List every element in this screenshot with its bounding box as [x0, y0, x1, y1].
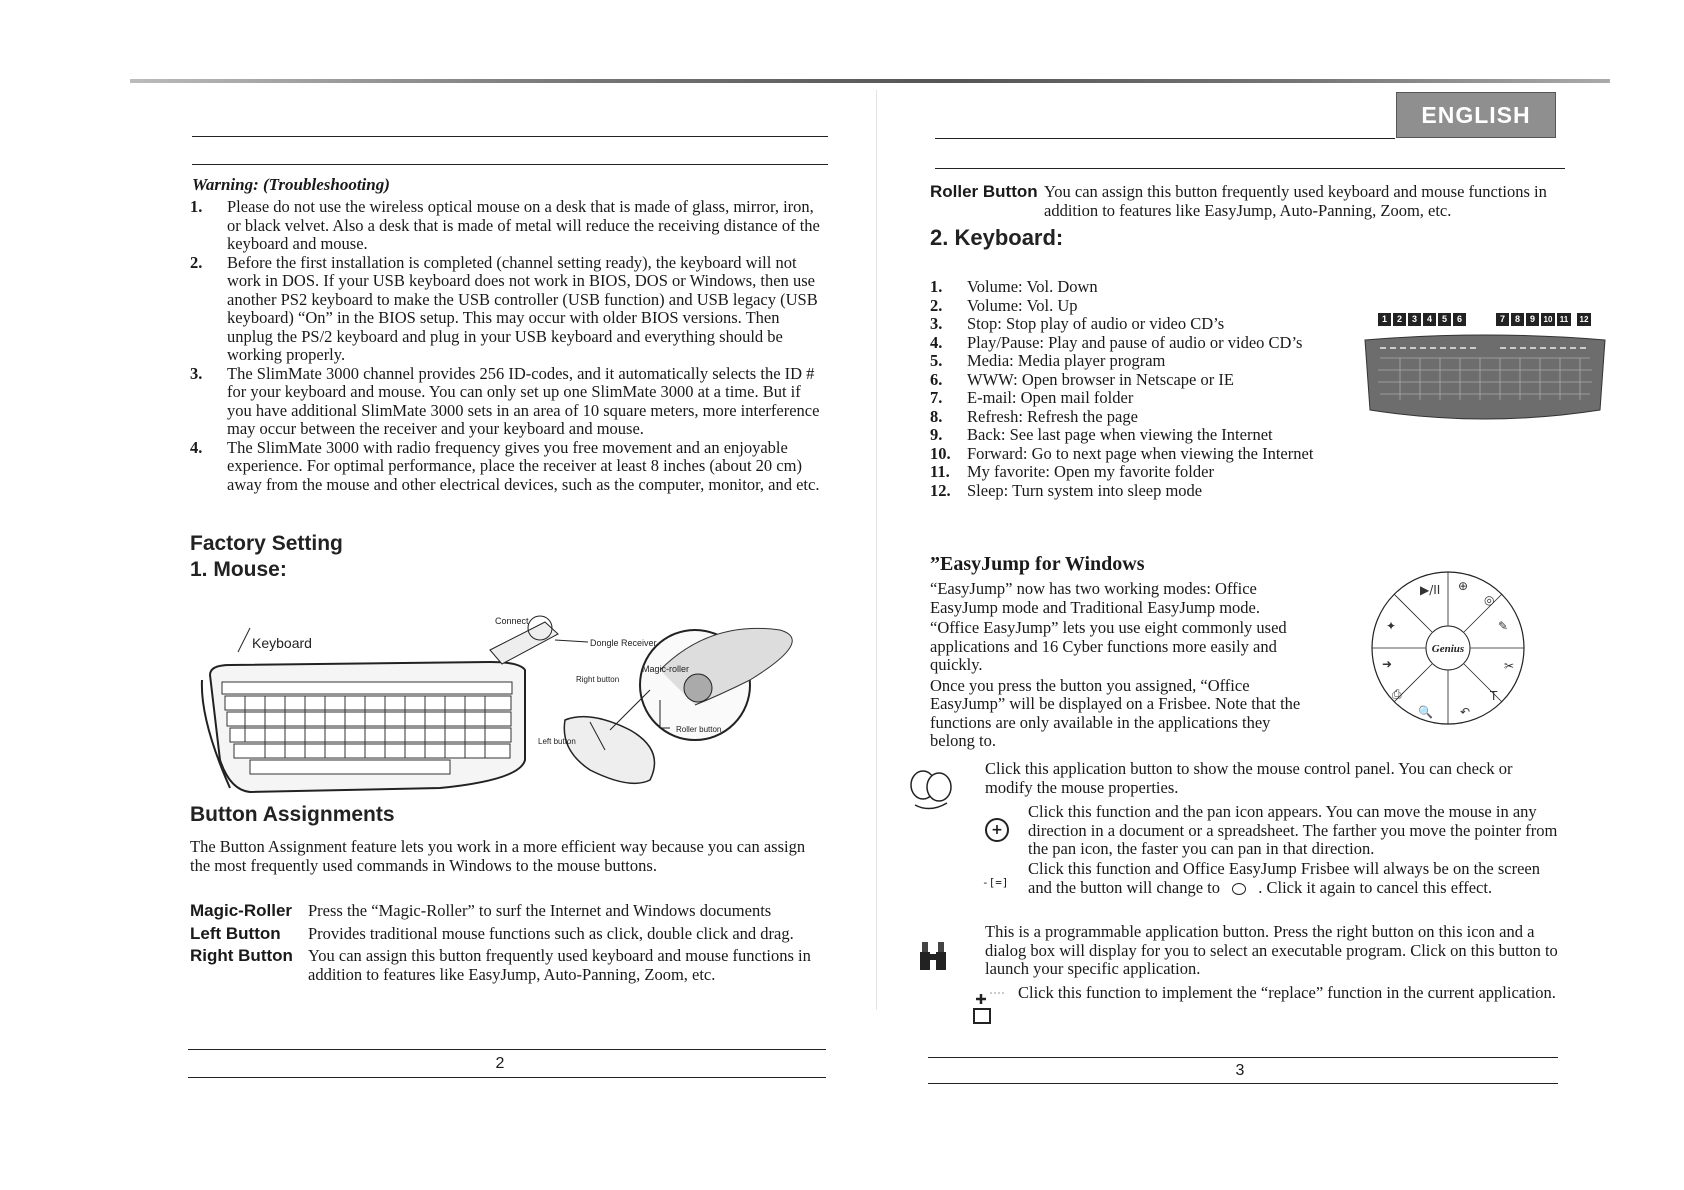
easyjump-frisbee: [1368, 568, 1528, 728]
factory-setting-heading: Factory Setting: [190, 532, 343, 555]
pin-icon: -[=]: [982, 876, 1009, 889]
keyboard-key-badges-right: 7 8 9 10 11 12: [1496, 313, 1591, 326]
key-item: 4. Play/Pause: Play and pause of audio or video CD’s: [930, 332, 1303, 352]
figure-label-magic-roller: Magic-roller: [642, 664, 690, 674]
key-item: 8. Refresh: Refresh the page: [930, 406, 1138, 426]
keyboard-photo: [1360, 330, 1610, 430]
key-item: 6. WWW: Open browser in Netscape or IE: [930, 369, 1234, 389]
warning-title: Warning: (Troubleshooting): [192, 175, 390, 194]
pinned-icon: [1232, 883, 1246, 895]
button-assignments-text: The Button Assignment feature lets you work in a more efficient way because you can assign the most frequently used commands in Windows to the mouse buttons.: [190, 837, 806, 875]
language-badge: ENGLISH: [1396, 92, 1556, 138]
right-footer-rule: [928, 1057, 1558, 1058]
figure-label-left-button: Left button: [538, 737, 576, 746]
svg-text:✎: ✎: [1498, 619, 1509, 633]
pan-icon: +: [985, 818, 1009, 842]
figure-label-dongle: Dongle Receiver: [590, 638, 657, 648]
mouse-heading: 1. Mouse:: [190, 558, 287, 581]
easyjump-paragraphs: [930, 580, 1310, 751]
key-item: 1. Volume: Vol. Down: [930, 277, 1098, 296]
svg-text:⎙: ⎙: [1392, 687, 1402, 701]
key-item: 2. Volume: Vol. Up: [930, 295, 1078, 315]
svg-text:➜: ➜: [1382, 657, 1393, 671]
replace-icon: [972, 985, 1012, 1025]
key-item: 9. Back: See last page when viewing the Internet: [930, 425, 1273, 444]
key-item: 3. Stop: Stop play of audio or video CD’s: [930, 314, 1225, 333]
term-right-button: Right Button You can assign this button frequently used keyboard and mouse functions in addition to features like EasyJump, Auto-Panning, Zoom, etc.: [190, 946, 811, 984]
click-p1: Click this application button to show the mouse control panel. You can check or modify the mouse properties.: [985, 759, 1513, 797]
click-p5: Click this function to implement the “replace” function in the current application.: [1018, 983, 1556, 1002]
key-item: 10. Forward: Go to next page when viewing the Internet: [930, 443, 1314, 463]
figure-label-connect: Connect: [495, 616, 529, 626]
binoculars-icon: [918, 938, 948, 972]
warning-item: 4. The SlimMate 3000 with radio frequency gives you free movement and an enjoyable experience. For optimal performance, place the receiver at least 8 inches (about 20 cm) away from the mouse and other electrical devices, such as the computer, monitor, and etc.: [190, 437, 820, 494]
figure-label-keyboard: Keyboard: [252, 635, 312, 651]
warning-list: [190, 198, 820, 494]
svg-text:✦: ✦: [1386, 619, 1397, 633]
warning-item: 2. Before the first installation is completed (channel setting ready), the keyboard will not work in DOS. If your USB keyboard does not work in BIOS, DOS or Windows, then use another PS2 keyboard to make the USB controller (USB function) and USB legacy (USB keyboard) “On” in the BIOS setup. This may occur with older BIOS versions. Then unplug the PS/2 keyboard and plug in your USB keyboard and everything should be working properly.: [190, 252, 818, 364]
term-list: [190, 902, 830, 984]
figure-label-right-button: Right button: [576, 675, 620, 684]
easyjump-p3: Once you press the button you assigned, “Office EasyJump” will be displayed on a Frisbee. Note that the functions are only available in the applications they belong to.: [930, 675, 1301, 750]
mouse-control-panel-icon: [905, 765, 955, 815]
right-header-rule: [935, 138, 1395, 139]
svg-text:T: T: [1490, 689, 1498, 703]
easyjump-p1: “EasyJump” now has two working modes: Office EasyJump mode and Traditional EasyJump mode.: [930, 579, 1260, 617]
right-footer-rule-2: [928, 1083, 1558, 1084]
term-magic-roller: Magic-Roller Press the “Magic-Roller” to surf the Internet and Windows documents: [190, 901, 772, 920]
roller-button-term: Roller Button You can assign this button frequently used keyboard and mouse functions in addition to features like EasyJump, Auto-Panning, Zoom, etc.: [930, 182, 1547, 220]
key-item: 11. My favorite: Open my favorite folder: [930, 462, 1214, 481]
button-assignments-heading: Button Assignments: [190, 803, 395, 826]
left-page-number: 2: [495, 1055, 505, 1072]
right-header-rule-2: [935, 168, 1565, 169]
keyboard-heading: 2. Keyboard:: [930, 225, 1064, 250]
key-item: 5. Media: Media player program: [930, 351, 1166, 370]
click-p3: Click this function and Office EasyJump Frisbee will always be on the screen and the button will change to . Click it again to cancel this effect.: [1028, 859, 1540, 897]
click-p4: This is a programmable application button. Press the right button on this icon and a dialog box will display for you to select an executable program. Click on this button to launch your specific application.: [985, 922, 1558, 978]
svg-text:▶/II: ▶/II: [1420, 583, 1441, 597]
page-gutter: [876, 90, 877, 1010]
term-left-button: Left Button Provides traditional mouse functions such as click, double click and drag.: [190, 923, 794, 943]
keyboard-mouse-figure: [190, 610, 830, 795]
warning-item: 3. The SlimMate 3000 channel provides 256 ID-codes, and it automatically selects the ID # for your keyboard and mouse. You can only set up one SlimMate 3000 at a time. But if you have additional SlimMate 3000 sets in an area of 10 square meters, more interference may occur between the receiver and your keyboard and mouse.: [190, 363, 820, 438]
click-p2: Click this function and the pan icon appears. You can move the mouse in any direction in a document or a spreadsheet. The farther you move the pointer from the pan icon, the faster you can pan in that direction.: [1028, 802, 1558, 858]
svg-text:✂: ✂: [1504, 659, 1515, 673]
keyboard-key-list: [930, 278, 1330, 500]
warning-item: 1. Please do not use the wireless optical mouse on a desk that is made of glass, mirror, iron, or black velvet. Also a desk that is made of metal will reduce the receiving distance of the keyboard and mouse.: [190, 197, 820, 253]
top-border-line: [130, 79, 1610, 83]
left-header-rule-2: [192, 164, 828, 165]
figure-label-roller-button: Roller button: [676, 725, 722, 734]
left-footer-rule-2: [188, 1077, 826, 1078]
key-item: 12. Sleep: Turn system into sleep mode: [930, 480, 1203, 500]
svg-text:↶: ↶: [1460, 705, 1471, 719]
left-header-rule: [192, 136, 828, 137]
easyjump-p2: “Office EasyJump” lets you use eight commonly used applications and 16 Cyber functions more easily and quickly.: [930, 618, 1287, 674]
right-page-number: 3: [1235, 1062, 1245, 1079]
svg-text:🔍: 🔍: [1418, 705, 1433, 719]
svg-text:⊕: ⊕: [1458, 579, 1469, 593]
easyjump-heading: ”EasyJump for Windows: [930, 553, 1145, 575]
left-footer-rule: [188, 1049, 826, 1050]
frisbee-center-label: Genius: [1431, 643, 1465, 655]
svg-text:◎: ◎: [1484, 593, 1495, 607]
key-item: 7. E-mail: Open mail folder: [930, 388, 1134, 407]
keyboard-key-badges-left: 1 2 3 4 5 6: [1378, 313, 1466, 326]
